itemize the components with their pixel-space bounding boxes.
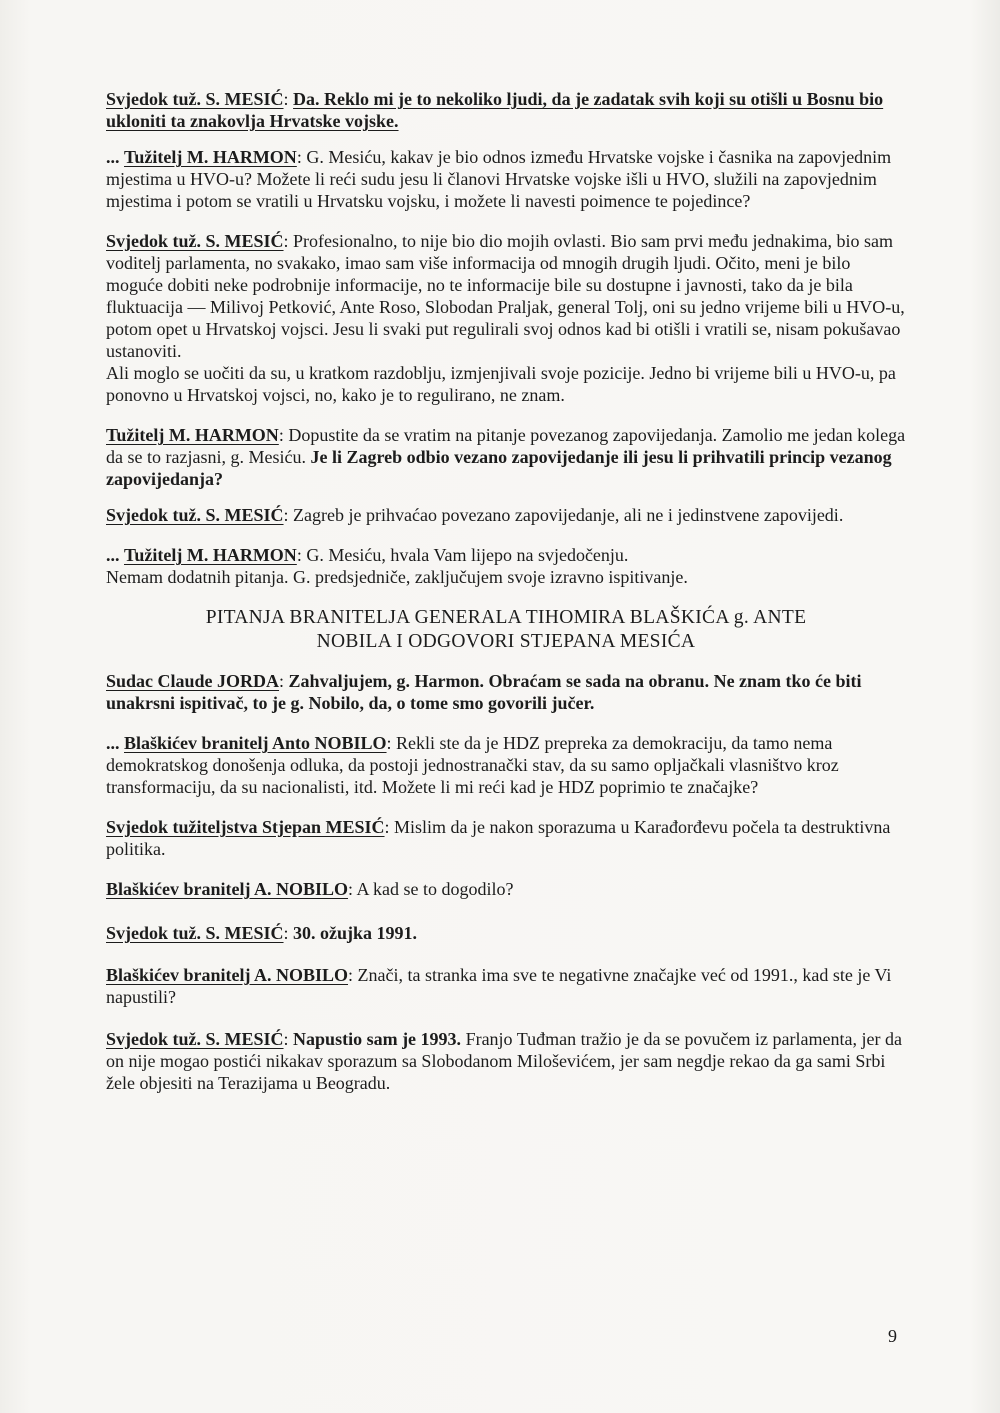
speaker-name: Blaškićev branitelj A. NOBILO — [106, 879, 349, 899]
paragraph-12: Blaškićev branitelj A. NOBILO: Znači, ta stranka ima sve te negativne značajke već od 1991., kad ste je Vi napustili? — [106, 965, 892, 1007]
statement-text: Profesionalno, to nije bio dio mojih ovlasti. Bio sam prvi među jednakima, bio sam voditelj parlamenta, no svakako, imao sam više informacija od mnogih drugih ljudi. Očito, meni je bilo moguće dobiti neke podrobnije informacije, no te informacije bile su dostupne i javnosti, tako da je bila fluktuacija — Milivoj Petković, Ante Roso, Slobodan Praljak, general Tolj, oni su jedno vrijeme bili u HVO-u, potom opet u Hrvatskoj vojsci. Jesu li svaki put regulirali svoj odnos kad bi otišli i vratili se, nisam pokušavao ustanoviti. — [106, 231, 905, 361]
ellipsis-lead: ... — [106, 545, 120, 565]
paragraph-3: Svjedok tuž. S. MESIĆ: Profesionalno, to nije bio dio mojih ovlasti. Bio sam prvi među jednakima, bio sam voditelj parlamenta, no svakako, imao sam više informacija od mnogih drugih ljudi. Očito, meni je bilo moguće dobiti neke podrobnije informacije, no te informacije bile su dostupne i javnosti, tako da je bila fluktuacija — Milivoj Petković, Ante Roso, Slobodan Praljak, general Tolj, oni su jedno vrijeme bili u HVO-u, potom opet u Hrvatskoj vojsci. Jesu li svaki put regulirali svoj odnos kad bi otišli i vratili se, nisam pokušavao ustanoviti. — [106, 231, 905, 361]
speaker-name: Svjedok tužiteljstva Stjepan MESIĆ — [106, 817, 385, 837]
speaker-name: Svjedok tuž. S. MESIĆ — [106, 505, 284, 525]
ellipsis-lead: ... — [106, 733, 120, 753]
statement-text: Znači, ta stranka ima sve te negativne značajke već od 1991., kad ste je Vi napustili? — [106, 965, 892, 1007]
statement-text: Franjo Tuđman tražio je da se povučem iz parlamenta, jer da on nije mogao postići nikakav sporazum sa Slobodanom Miloševićem, jer sam negdje rekao da ga sami Srbi žele objesiti na Terazijama u Beogradu. — [106, 1029, 902, 1093]
statement-text: Zagreb je prihvaćao povezano zapovijedanje, ali ne i jedinstvene zapovijedi. — [293, 505, 844, 525]
speaker-name: Tužitelj M. HARMON — [106, 425, 279, 445]
statement-text: Ali moglo se uočiti da su, u kratkom razdoblju, izmjenjivali svoje pozicije. Jedno bi vrijeme bili u HVO-u, pa ponovno u Hrvatskoj vojsci, no, kako je to regulirano, ne znam. — [106, 363, 896, 405]
statement-bold: Zahvaljujem, g. Harmon. Obraćam se sada na obranu. Ne znam tko će biti unakrsni ispitivač, to je g. Nobilo, da, o tome smo govorili jučer. — [106, 671, 862, 713]
speaker-name: Svjedok tuž. S. MESIĆ — [106, 1029, 284, 1049]
speaker-name: Tužitelj M. HARMON — [124, 147, 297, 167]
paragraph-5: Svjedok tuž. S. MESIĆ: Zagreb je prihvaćao povezano zapovijedanje, ali ne i jedinstvene zapovijedi. — [106, 505, 844, 525]
paragraph-10: Blaškićev branitelj A. NOBILO: A kad se to dogodilo? — [106, 879, 514, 899]
paragraph-13: Svjedok tuž. S. MESIĆ: Napustio sam je 1993. Franjo Tuđman tražio je da se povučem iz parlamenta, jer da on nije mogao postići nikakav sporazum sa Slobodanom Miloševićem, jer sam negdje rekao da ga sami Srbi žele objesiti na Terazijama u Beogradu. — [106, 1029, 902, 1093]
speaker-name: Blaškićev branitelj Anto NOBILO — [124, 733, 387, 753]
statement-text: G. Mesiću, hvala Vam lijepo na svjedočenju. — [306, 545, 629, 565]
speaker-name: Sudac Claude JORDA — [106, 671, 280, 691]
ellipsis-lead: ... — [106, 147, 120, 167]
section-heading — [106, 606, 906, 654]
speaker-name: Svjedok tuž. S. MESIĆ — [106, 89, 284, 109]
section-heading-line-1: PITANJA BRANITELJA GENERALA TIHOMIRA BLAŠKIĆA g. ANTE — [205, 607, 807, 628]
paragraph-4: Tužitelj M. HARMON: Dopustite da se vratim na pitanje povezanog zapovijedanja. Zamolio me jedan kolega da se to razjasni, g. Mesiću. Je li Zagreb odbio vezano zapovijedanje ili jesu li prihvatili princip vezanog zapovijedanja? — [106, 425, 906, 489]
paragraph-8: ... Blaškićev branitelj Anto NOBILO: Rekli ste da je HDZ prepreka za demokraciju, da tamo nema demokratskog donošenja odluka, da postoji jednostranački stav, da su samo opljačkali vlasništvo kroz transformaciju, da su nacionalisti, itd. Možete li mi reći kad je HDZ poprimio te značajke? — [106, 733, 839, 797]
paragraph-3-continued — [106, 362, 906, 406]
statement-text: G. Mesiću, kakav je bio odnos između Hrvatske vojske i časnika na zapovjednim mjestima u HVO-u? Možete li reći sudu jesu li članovi Hrvatske vojske išli u HVO, služili na zapovjednim mjestima i potom se vratili u Hrvatsku vojsku, i možete li navesti poimence te pojedince? — [106, 147, 892, 211]
paragraph-6-continued — [106, 566, 906, 588]
transcript-body — [106, 88, 906, 1094]
paragraph-6: ... Tužitelj M. HARMON: G. Mesiću, hvala Vam lijepo na svjedočenju. — [106, 545, 629, 565]
statement-text: Mislim da je nakon sporazuma u Karađorđevu počela ta destruktivna politika. — [106, 817, 891, 859]
statement-text: Nemam dodatnih pitanja. G. predsjedniče, zaključujem svoje izravno ispitivanje. — [106, 567, 688, 587]
paragraph-7: Sudac Claude JORDA: Zahvaljujem, g. Harmon. Obraćam se sada na obranu. Ne znam tko će biti unakrsni ispitivač, to je g. Nobilo, da, o tome smo govorili jučer. — [106, 671, 862, 713]
statement-bold: Da. Reklo mi je to nekoliko ljudi, da je zadatak svih koji su otišli u Bosnu bio ukloniti ta znakovlja Hrvatske vojske. — [106, 89, 884, 131]
speaker-name: Tužitelj M. HARMON — [124, 545, 297, 565]
paragraph-9: Svjedok tužiteljstva Stjepan MESIĆ: Mislim da je nakon sporazuma u Karađorđevu počela ta destruktivna politika. — [106, 817, 891, 859]
statement-text: Rekli ste da je HDZ prepreka za demokraciju, da tamo nema demokratskog donošenja odluka, da postoji jednostranački stav, da su samo opljačkali vlasništvo kroz transformaciju, da su nacionalisti, itd. Možete li mi reći kad je HDZ poprimio te značajke? — [106, 733, 839, 797]
paragraph-1: Svjedok tuž. S. MESIĆ: Da. Reklo mi je to nekoliko ljudi, da je zadatak svih koji su otišli u Bosnu bio ukloniti ta znakovlja Hrvatske vojske. — [106, 89, 884, 131]
speaker-name: Blaškićev branitelj A. NOBILO — [106, 965, 349, 985]
statement-bold: 30. ožujka 1991. — [293, 923, 418, 943]
page-number: 9 — [888, 1326, 897, 1346]
paragraph-2: ... Tužitelj M. HARMON: G. Mesiću, kakav je bio odnos između Hrvatske vojske i časnika na zapovjednim mjestima u HVO-u? Možete li reći sudu jesu li članovi Hrvatske vojske išli u HVO, služili na zapovjednim mjestima i potom se vratili u Hrvatsku vojsku, i možete li navesti poimence te pojedince? — [106, 147, 892, 211]
statement-text: Dopustite da se vratim na pitanje povezanog zapovijedanja. Zamolio me jedan kolega da se to razjasni, g. Mesiću. — [106, 425, 906, 467]
statement-bold: Napustio sam je 1993. — [293, 1029, 462, 1049]
statement-text: A kad se to dogodilo? — [356, 879, 514, 899]
section-heading-line-2: NOBILA I ODGOVORI STJEPANA MESIĆA — [316, 631, 696, 652]
speaker-name: Svjedok tuž. S. MESIĆ — [106, 231, 284, 251]
speaker-name: Svjedok tuž. S. MESIĆ — [106, 923, 284, 943]
paragraph-11: Svjedok tuž. S. MESIĆ: 30. ožujka 1991. — [106, 923, 418, 943]
statement-bold: Je li Zagreb odbio vezano zapovijedanje ili jesu li prihvatili princip vezanog zapovijedanja? — [106, 447, 892, 489]
